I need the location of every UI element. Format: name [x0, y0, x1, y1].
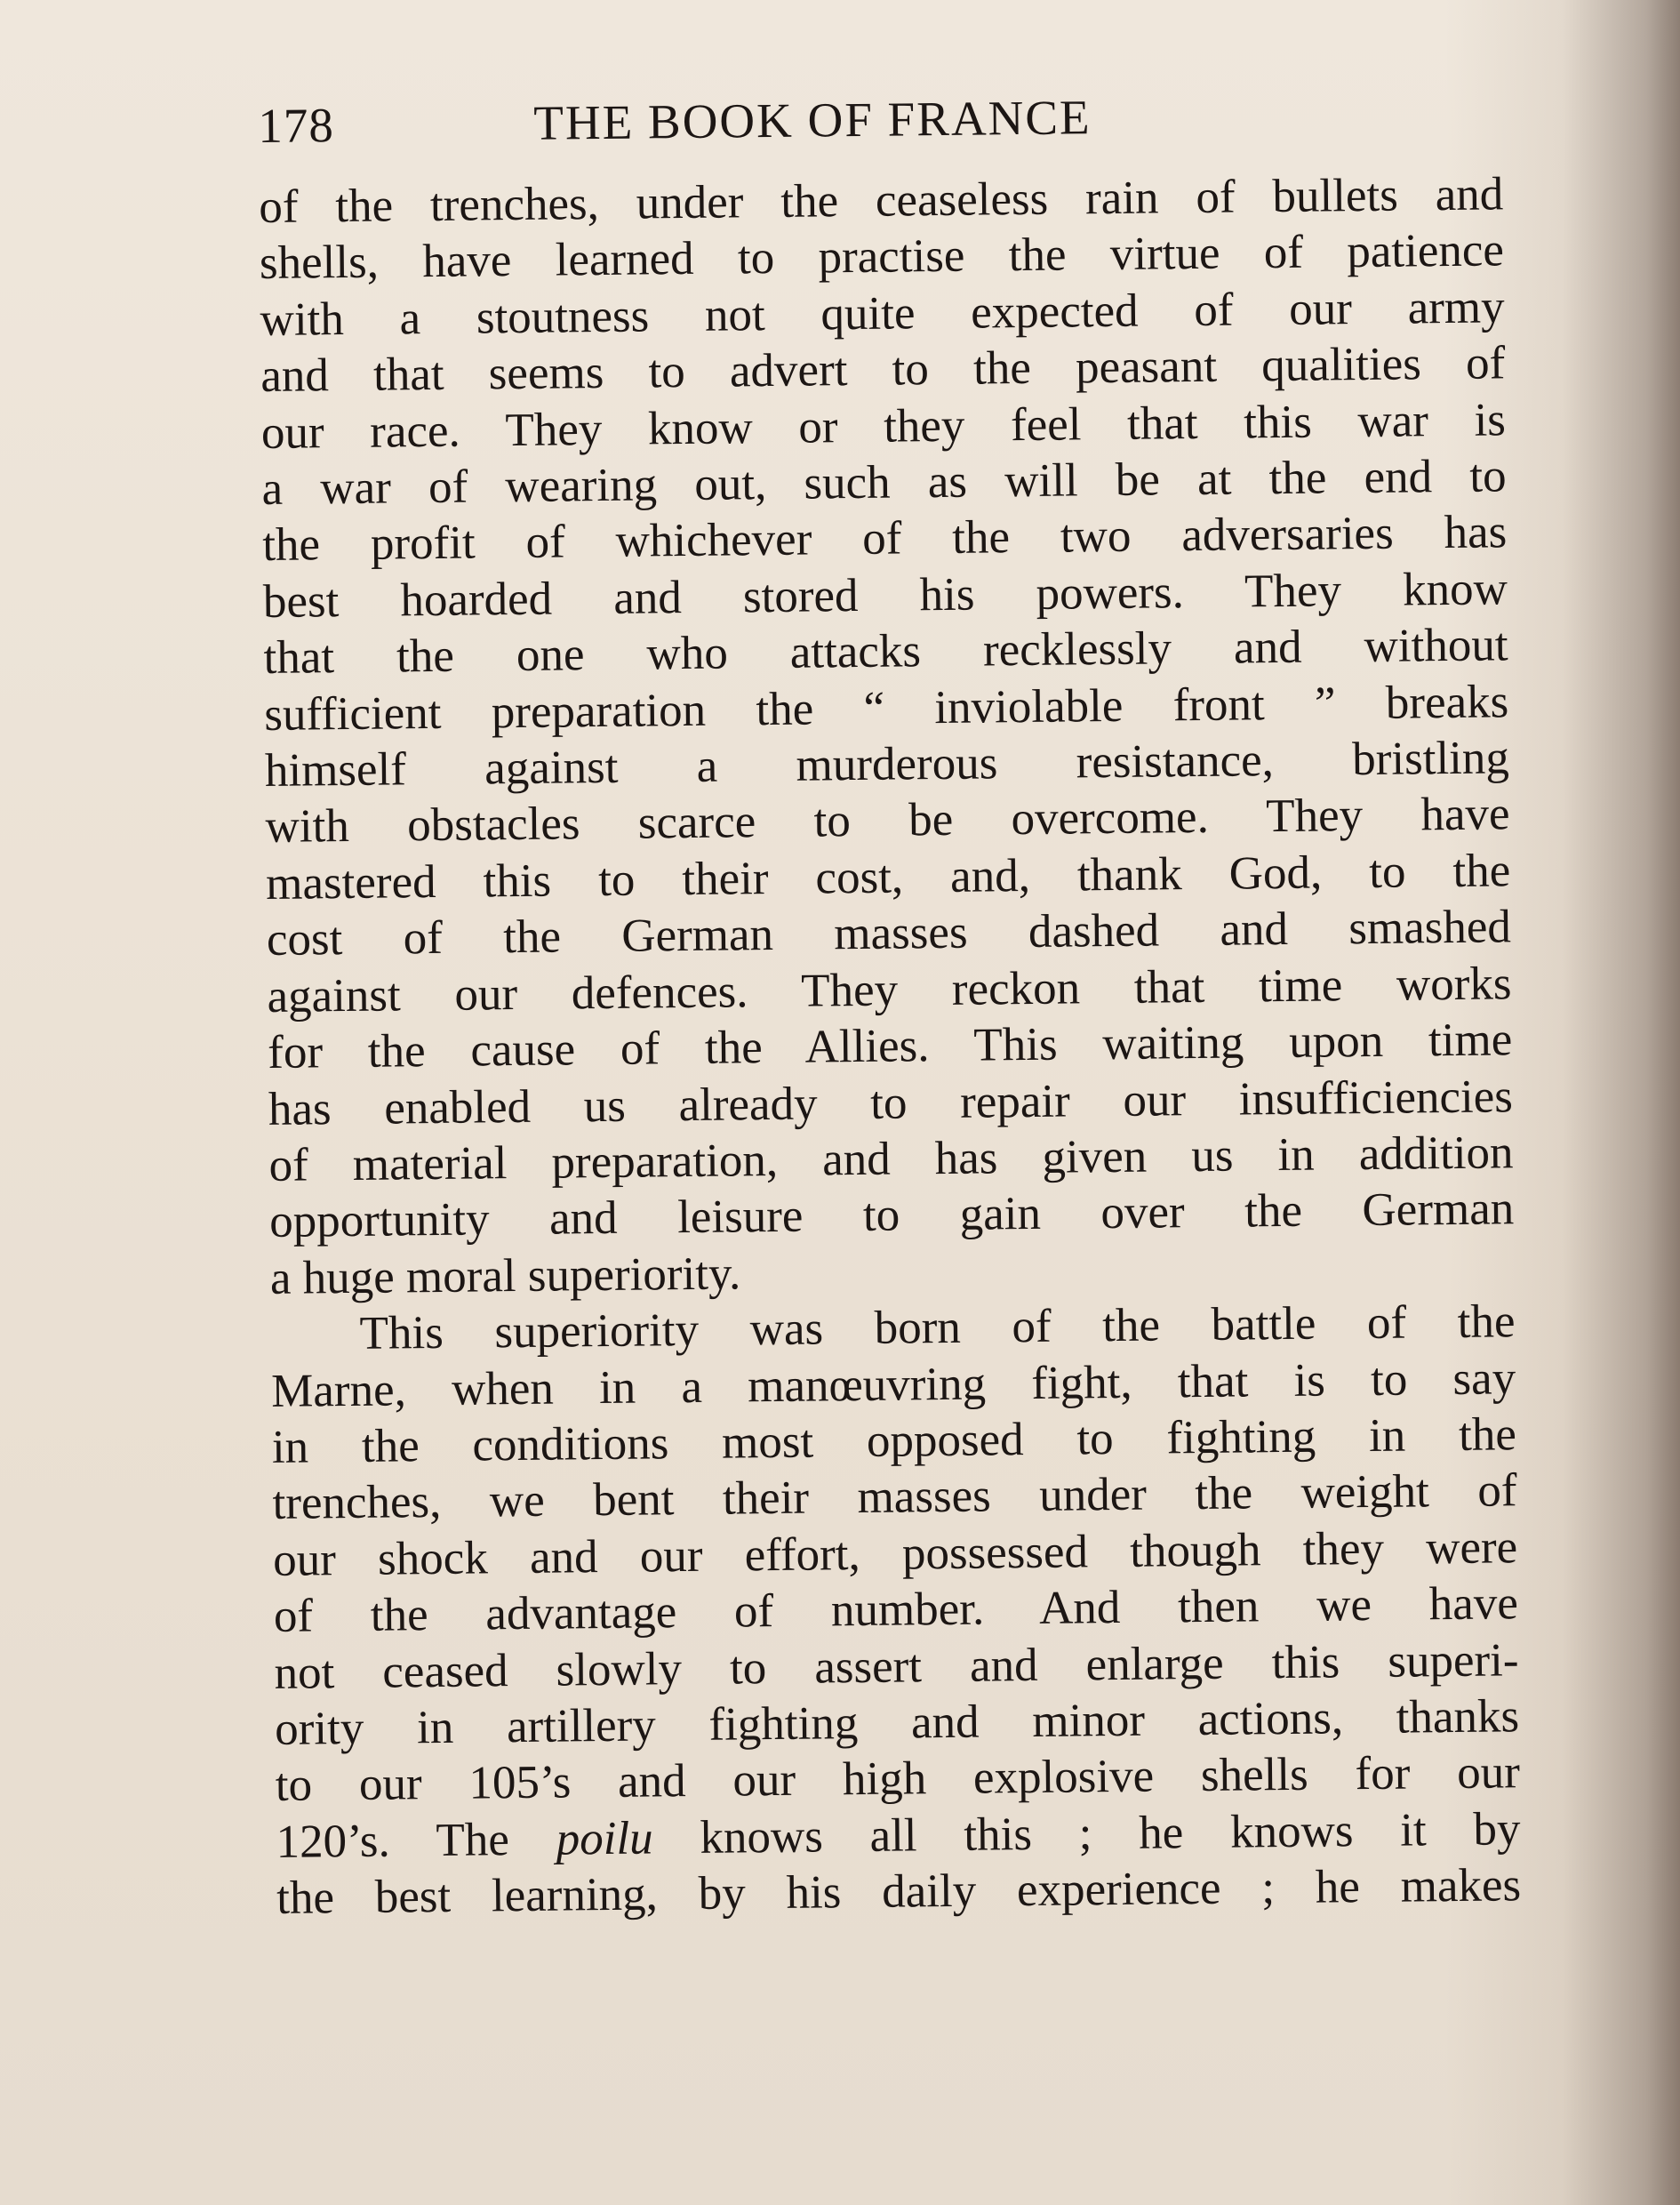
- text-line: and that seems to advert to the peasant qualities of: [260, 337, 1506, 403]
- text-line: mastered this to their cost, and, thank God, to the: [265, 845, 1511, 910]
- text-line: sufficient preparation the “ inviolable front ” breaks: [263, 675, 1509, 741]
- text-line: our race. They know or they feel that this war is: [260, 393, 1507, 459]
- text-line: of material preparation, and has given us in addition: [268, 1127, 1514, 1191]
- text-line: in the conditions most opposed to fighting in the: [271, 1408, 1517, 1473]
- text-line: not ceased slowly to assert and enlarge this superi-: [274, 1633, 1519, 1699]
- text-line: This superiority was born of the battle of the: [359, 1295, 1516, 1359]
- text-line: our shock and our effort, possessed though they were: [272, 1521, 1518, 1586]
- italic-word-poilu: poilu: [556, 1812, 653, 1865]
- text-line: cost of the German masses dashed and smashed: [266, 901, 1512, 966]
- text-line: with a stoutness not quite expected of our army: [260, 281, 1505, 346]
- text-line: opportunity and leisure to gain over the German: [268, 1183, 1515, 1248]
- text-line: shells, have learned to practise the virtue of patience: [259, 224, 1505, 290]
- page-content: [258, 84, 1521, 1927]
- paragraph-2: [270, 1294, 1521, 1927]
- text-line: the profit of whichever of the two adversaries has: [261, 506, 1508, 572]
- text-line: has enabled us already to repair our insufficiencies: [268, 1070, 1514, 1135]
- page-number: 178: [258, 98, 335, 153]
- line-part: knows all this ; he knows it by: [652, 1803, 1521, 1864]
- text-line: a war of wearing out, such as will be at the end to: [261, 450, 1507, 516]
- text-line: of the advantage of number. And then we have: [273, 1577, 1519, 1643]
- text-line: the best learning, by his daily experience ; he makes: [276, 1859, 1522, 1925]
- text-line: of the trenches, under the ceaseless rain of bullets and: [258, 168, 1504, 233]
- text-line: for the cause of the Allies. This waiting upon time: [267, 1014, 1513, 1079]
- line-part: 120’s. The: [276, 1813, 556, 1868]
- text-line: best hoarded and stored his powers. They know: [262, 563, 1508, 628]
- paragraph-1: [259, 166, 1515, 1307]
- text-line: that the one who attacks recklessly and without: [263, 619, 1508, 685]
- text-line: to our 105’s and our high explosive shells for our: [275, 1746, 1521, 1812]
- book-title: THE BOOK OF FRANCE: [532, 90, 1092, 150]
- text-line: Marne, when in a manœuvring fight, that is to say: [270, 1351, 1516, 1417]
- text-line: trenches, we bent their masses under the weight of: [272, 1464, 1517, 1530]
- body-text: [259, 166, 1522, 1927]
- text-line: himself against a murderous resistance, bristling: [264, 732, 1510, 798]
- text-line: a huge moral superiority.: [269, 1247, 741, 1304]
- text-line: with obstacles scarce to be overcome. They have: [265, 788, 1510, 854]
- text-line: against our defences. They reckon that time works: [267, 957, 1512, 1022]
- text-line: ority in artillery fighting and minor actions, thanks: [274, 1690, 1520, 1755]
- running-head: [258, 84, 1503, 169]
